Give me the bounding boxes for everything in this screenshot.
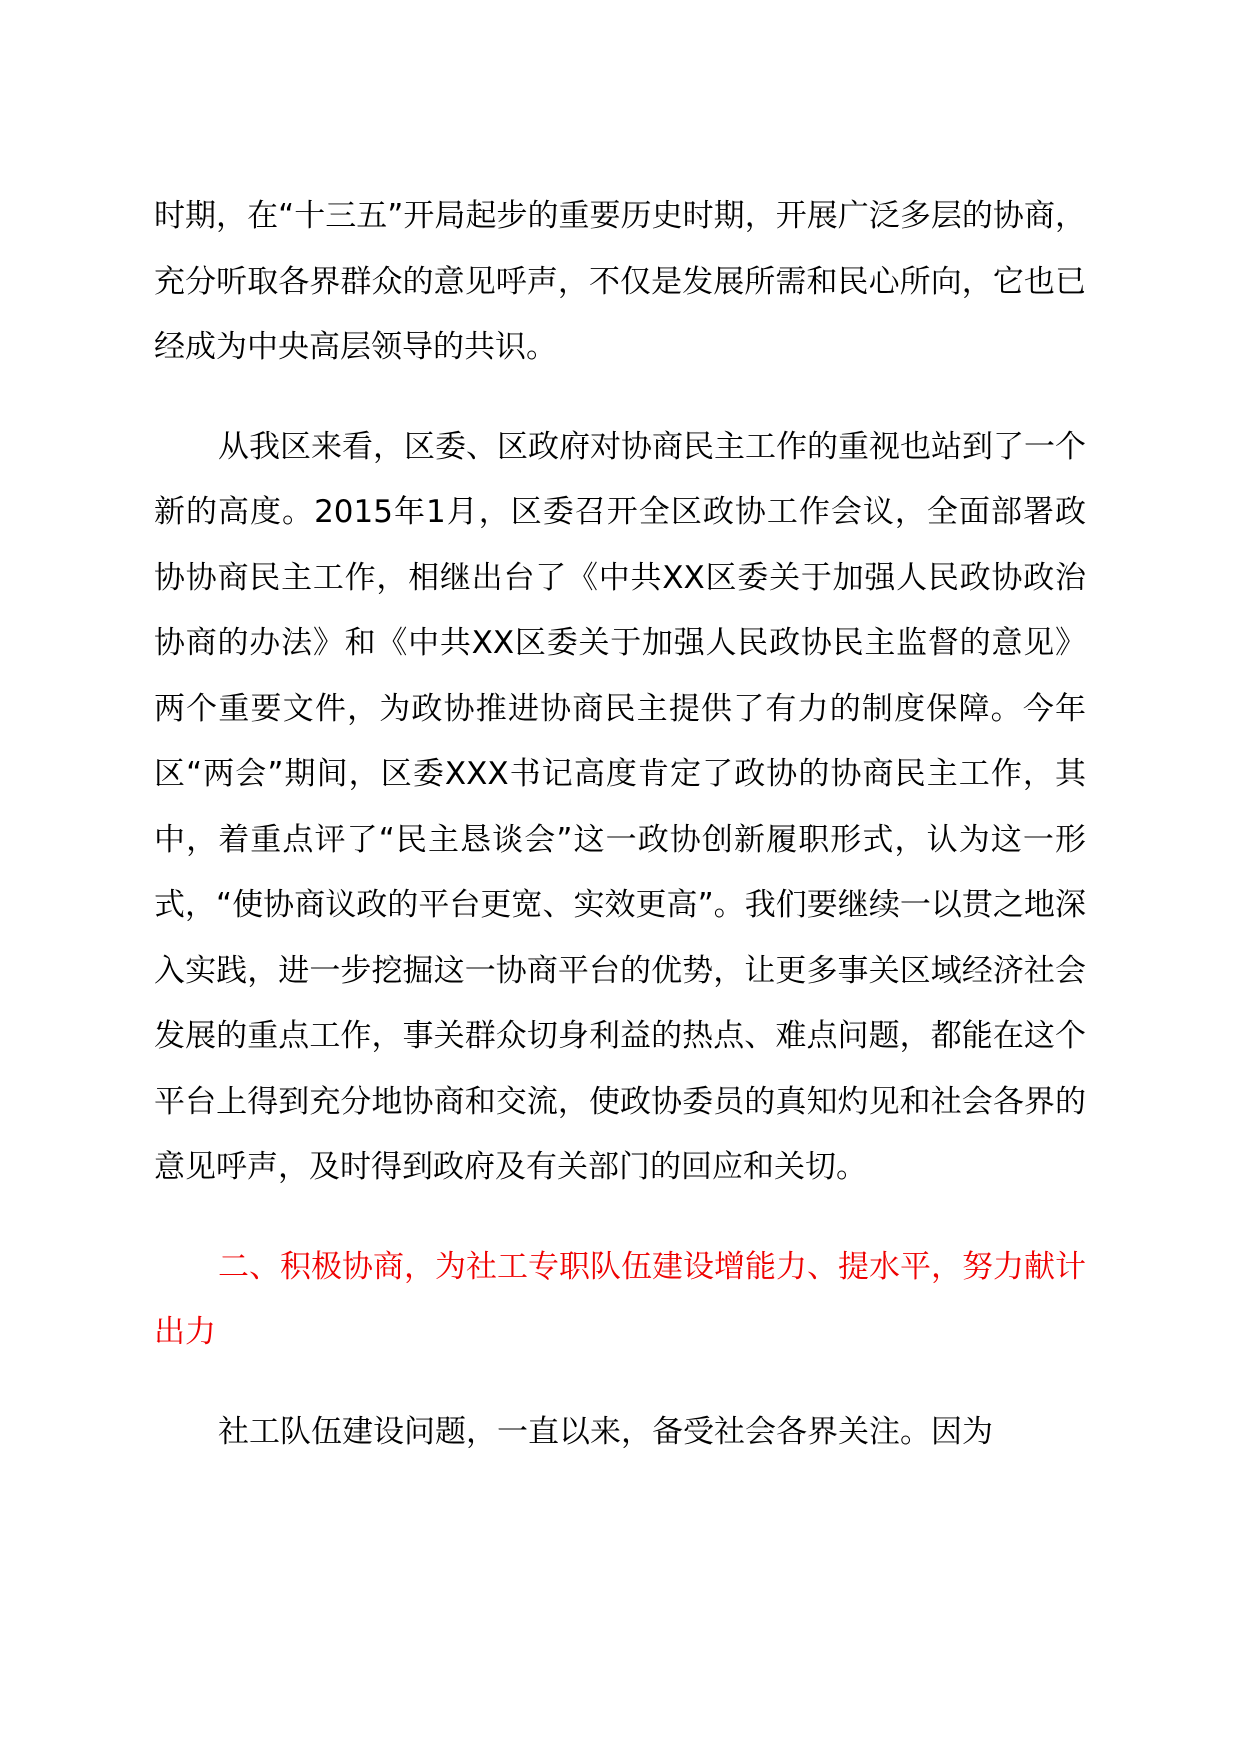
paragraph-1: 时期，在“十三五”开局起步的重要历史时期，开展广泛多层的协商，充分听取各界群众的意见呼声，不仅是发展所需和民心所向，它也已经成为中央高层领导的共识。 [154, 198, 1086, 365]
document-page [154, 184, 1086, 1465]
paragraph-2: 从我区来看，区委、区政府对协商民主工作的重视也站到了一个新的高度。2015年1月，区委召开全区政协工作会议，全面部署政协协商民主工作，相继出台了《中共XX区委关于加强人民政协政治协商的办法》和《中共XX区委关于加强人民政协民主监督的意见》两个重要文件，为政协推进协商民主提供了有力的制度保障。今年区“两会”期间，区委XXX书记高度肯定了政协的协商民主工作，其中，着重点评了“民主恳谈会”这一政协创新履职形式，认为这一形式，“使协商议政的平台更宽、实效更高”。我们要继续一以贯之地深入实践，进一步挖掘这一协商平台的优势，让更多事关区域经济社会发展的重点工作，事关群众切身利益的热点、难点问题，都能在这个平台上得到充分地协商和交流，使政协委员的真知灼见和社会各界的意见呼声，及时得到政府及有关部门的回应和关切。 [154, 428, 1086, 1185]
paragraph-3: 社工队伍建设问题，一直以来，备受社会各界关注。因为 [218, 1413, 993, 1450]
section-heading: 二、积极协商，为社工专职队伍建设增能力、提水平，努力献计出力 [154, 1248, 1086, 1350]
